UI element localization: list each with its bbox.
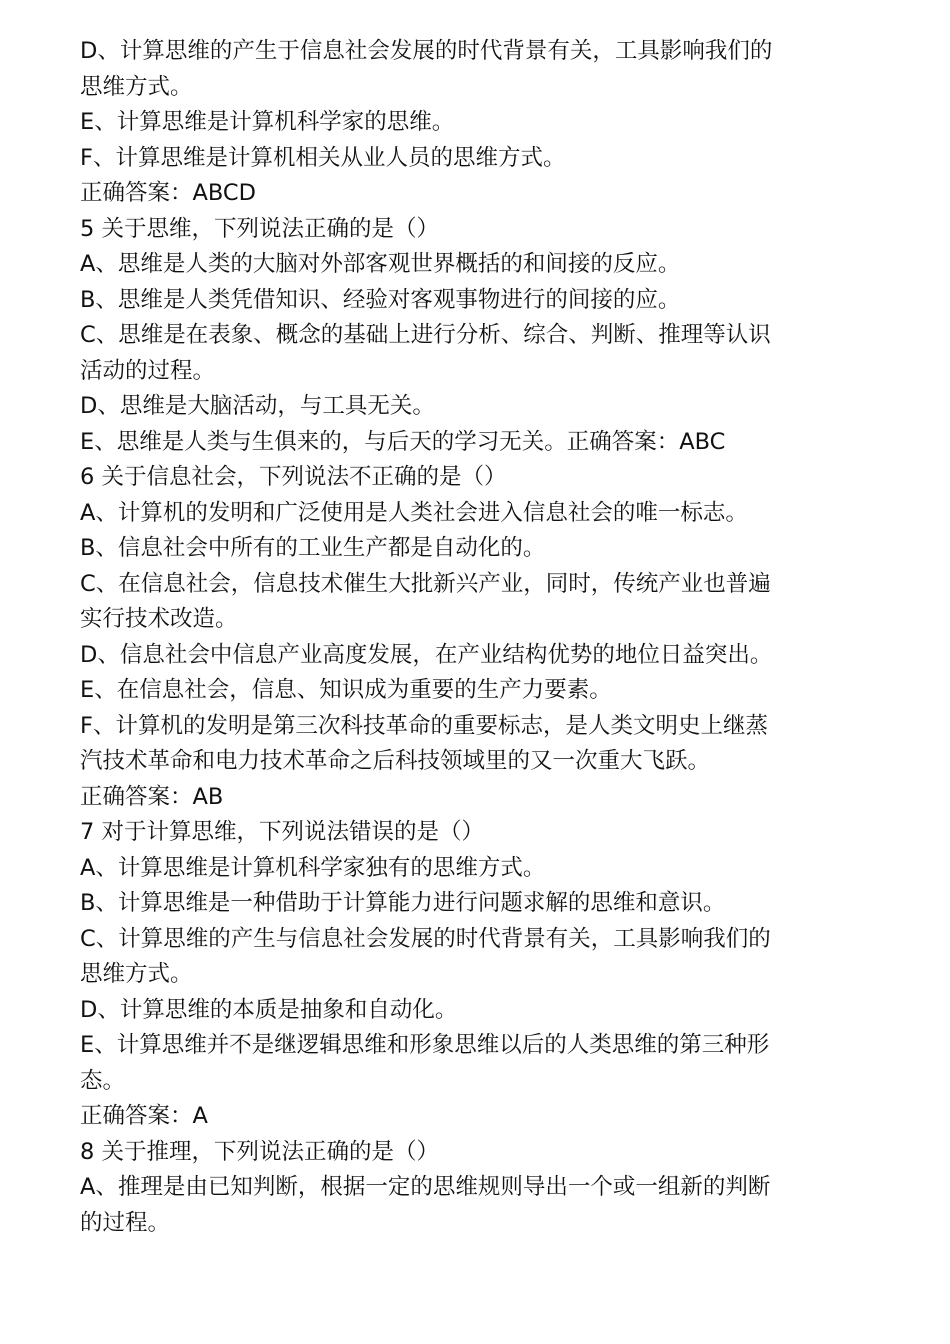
text-line: 的过程。 <box>80 1209 171 1236</box>
text-line: D、计算思维的本质是抽象和自动化。 <box>80 996 458 1023</box>
question-heading: 7 对于计算思维，下列说法错误的是（） <box>80 819 484 845</box>
answer-line: 正确答案：A <box>80 1103 208 1129</box>
text-line: C、计算思维的产生与信息社会发展的时代背景有关，工具影响我们的 <box>80 925 771 952</box>
text-line: A、计算机的发明和广泛使用是人类社会进入信息社会的唯一标志。 <box>80 499 748 526</box>
question-heading: 8 关于推理，下列说法正确的是（） <box>80 1138 439 1165</box>
answer-line: E、思维是人类与生俱来的，与后天的学习无关。正确答案：ABC <box>80 428 726 455</box>
text-line: A、计算思维是计算机科学家独有的思维方式。 <box>80 854 546 881</box>
text-line: E、在信息社会，信息、知识成为重要的生产力要素。 <box>80 677 612 703</box>
question-heading: 5 关于思维，下列说法正确的是（） <box>80 215 439 242</box>
text-line: 思维方式。 <box>80 961 193 987</box>
text-line: A、思维是人类的大脑对外部客观世界概括的和间接的反应。 <box>80 251 681 277</box>
text-line: F、计算机的发明是第三次科技革命的重要标志，是人类文明史上继蒸 <box>80 712 768 739</box>
text-line: B、思维是人类凭借知识、经验对客观事物进行的间接的应。 <box>80 286 681 313</box>
text-line: 活动的过程。 <box>80 357 216 384</box>
text-line: D、信息社会中信息产业高度发展，在产业结构优势的地位日益突出。 <box>80 641 773 668</box>
text-line: 汽技术革命和电力技术革命之后科技领域里的又一次重大飞跃。 <box>80 748 711 774</box>
text-line: E、计算思维并不是继逻辑思维和形象思维以后的人类思维的第三种形 <box>80 1032 770 1058</box>
text-line: B、信息社会中所有的工业生产都是自动化的。 <box>80 535 546 561</box>
text-line: A、推理是由已知判断，根据一定的思维规则导出一个或一组新的判断 <box>80 1174 771 1200</box>
text-line: E、计算思维是计算机科学家的思维。 <box>80 109 455 135</box>
text-line: C、思维是在表象、概念的基础上进行分析、综合、判断、推理等认识 <box>80 322 771 348</box>
text-line: 态。 <box>80 1067 126 1094</box>
text-line: B、计算思维是一种借助于计算能力进行问题求解的思维和意识。 <box>80 890 726 916</box>
text-line: F、计算思维是计算机相关从业人员的思维方式。 <box>80 144 566 171</box>
answer-line: 正确答案：ABCD <box>80 180 256 206</box>
text-line: 思维方式。 <box>80 73 193 100</box>
answer-line: 正确答案：AB <box>80 783 224 810</box>
text-line: C、在信息社会，信息技术催生大批新兴产业，同时，传统产业也普遍 <box>80 570 771 597</box>
text-line: 实行技术改造。 <box>80 606 238 632</box>
question-heading: 6 关于信息社会，下列说法不正确的是（） <box>80 464 507 490</box>
text-line: D、计算思维的产生于信息社会发展的时代背景有关，工具影响我们的 <box>80 38 773 64</box>
text-line: D、思维是大脑活动，与工具无关。 <box>80 393 435 419</box>
